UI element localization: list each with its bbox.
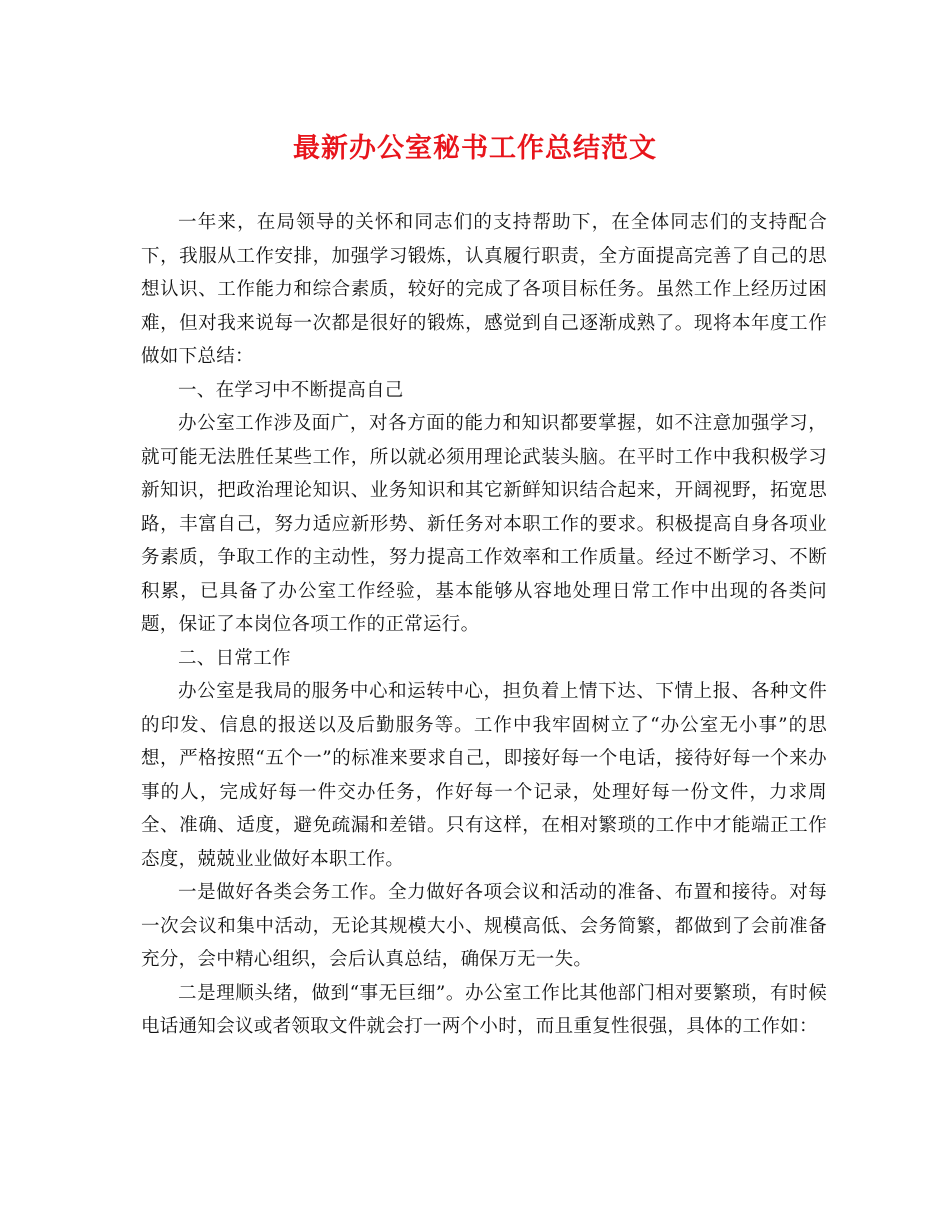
paragraph-meetings: 一是做好各类会务工作。全力做好各项会议和活动的准备、布置和接待。对每一次会议和集中活动，无论其规模大小、规模高低、会务简繁，都做到了会前准备充分，会中精心组织，会后认真总结，确保万无一失。: [141, 882, 827, 970]
paragraph-intro: 一年来，在局领导的关怀和同志们的支持帮助下，在全体同志们的支持配合下，我服从工作安排，加强学习锻炼，认真履行职责，全方面提高完善了自己的思想认识、工作能力和综合素质，较好的完成了各项目标任务。虽然工作上经历过困难，但对我来说每一次都是很好的锻炼，感觉到自己逐渐成熟了。现将本年度工作做如下总结：: [141, 212, 827, 367]
paragraph-daily-work: 办公室是我局的服务中心和运转中心，担负着上情下达、下情上报、各种文件的印发、信息的报送以及后勤服务等。工作中我牢固树立了“办公室无小事”的思想，严格按照“五个一”的标准来要求自己，即接好每一个电话，接待好每一个来办事的人，完成好每一件交办任务，作好每一个记录，处理好每一份文件，力求周全、准确、适度，避免疏漏和差错。只有这样，在相对繁琐的工作中才能端正工作态度，兢兢业业做好本职工作。: [141, 681, 827, 870]
section-heading-daily-work: 二、日常工作: [178, 647, 291, 669]
paragraph-study: 办公室工作涉及面广，对各方面的能力和知识都要掌握，如不注意加强学习，就可能无法胜任某些工作，所以就必须用理论武装头脑。在平时工作中我积极学习新知识，把政治理论知识、业务知识和其它新鲜知识结合起来，开阔视野，拓宽思路，丰富自己，努力适应新形势、新任务对本职工作的要求。积极提高自身各项业务素质，争取工作的主动性，努力提高工作效率和工作质量。经过不断学习、不断积累，已具备了办公室工作经验，基本能够从容地处理日常工作中出现的各类问题，保证了本岗位各项工作的正常运行。: [141, 413, 827, 635]
document-title: 最新办公室秘书工作总结范文: [293, 133, 657, 164]
paragraph-details: 二是理顺头绪，做到“事无巨细”。办公室工作比其他部门相对要繁琐，有时候电话通知会议或者领取文件就会打一两个小时，而且重复性很强，具体的工作如：: [141, 982, 827, 1037]
document-body: [141, 206, 827, 1044]
section-heading-study: 一、在学习中不断提高自己: [178, 379, 404, 401]
